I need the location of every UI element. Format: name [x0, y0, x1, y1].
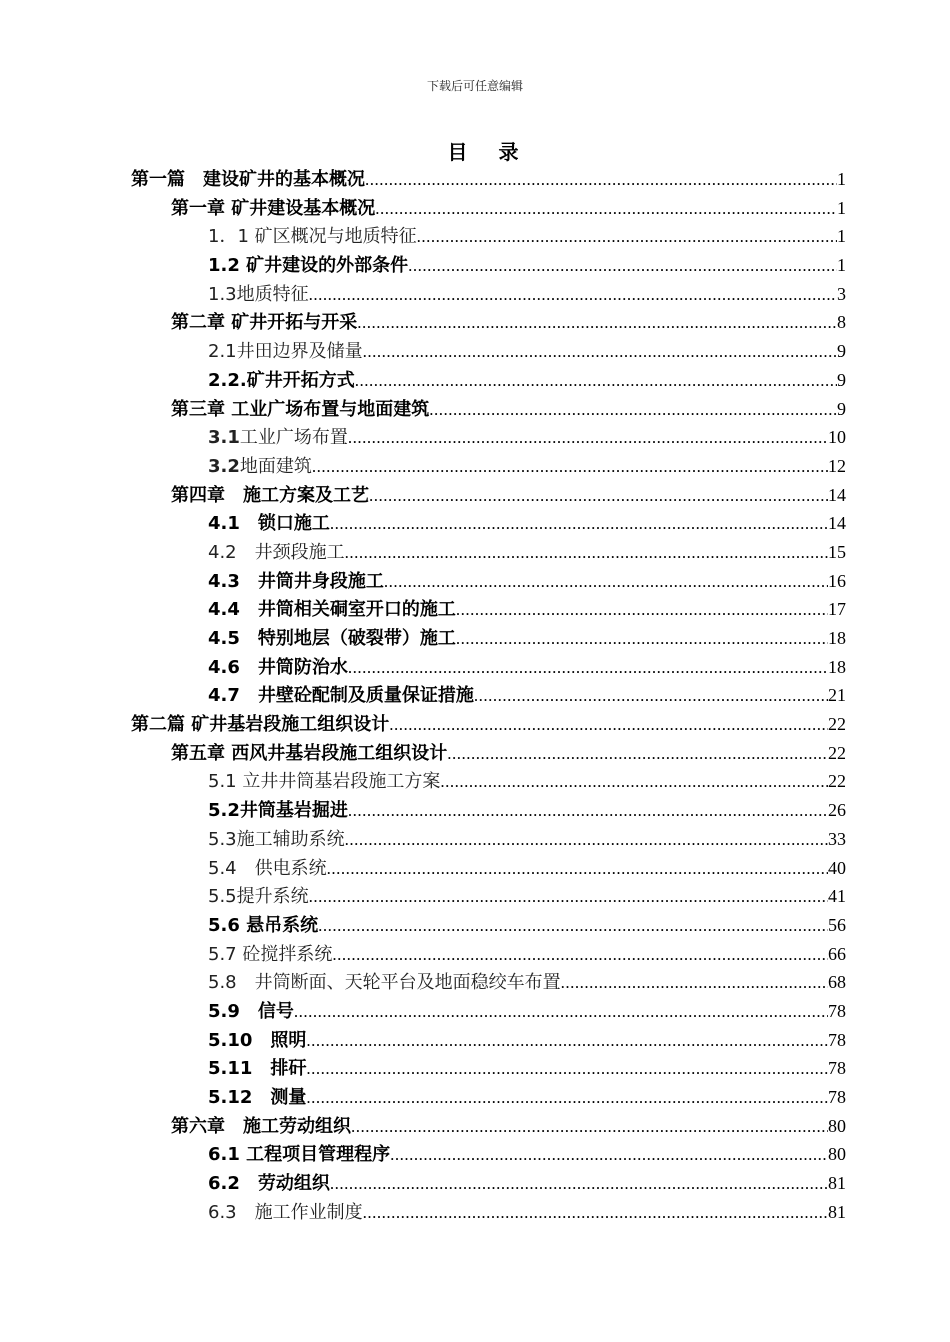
toc-entry-number: 3.1 — [208, 427, 240, 449]
toc-entry-title: 3.2地面建筑 — [208, 455, 312, 477]
toc-entry-title: 5.8 井筒断面、天轮平台及地面稳绞车布置 — [208, 972, 561, 994]
toc-entry-page: 18 — [828, 628, 846, 648]
toc-entry-page: 8 — [837, 312, 846, 333]
toc-leader-dots — [389, 711, 828, 739]
toc-leader-dots — [355, 367, 837, 395]
toc-leader-dots — [365, 166, 837, 194]
toc-leader-dots — [357, 309, 837, 337]
toc-leader-dots — [351, 1113, 828, 1141]
toc-entry-title: 2.2.矿井开拓方式 — [208, 369, 355, 391]
toc-entry-page: 17 — [828, 599, 846, 620]
toc-entry-title: 3.1工业广场布置 — [208, 427, 348, 449]
toc-entry-title: 5.4 供电系统 — [208, 857, 327, 879]
toc-entry-page: 40 — [828, 857, 846, 878]
toc-leader-dots — [375, 195, 837, 223]
toc-entry-page: 1 — [837, 197, 846, 218]
toc-entry-title: 5.2井筒基岩掘进 — [208, 800, 348, 822]
page-header: 下载后可任意编辑 — [426, 79, 523, 93]
toc-entry-page: 21 — [828, 685, 846, 706]
toc-entry-page: 78 — [828, 1029, 846, 1050]
toc-entry-title: 第四章 施工方案及工艺 — [171, 484, 369, 506]
toc-entry-page: 56 — [828, 914, 846, 935]
toc-entry[interactable] — [0, 796, 950, 825]
toc-leader-dots — [309, 281, 837, 309]
toc-leader-dots — [348, 654, 828, 682]
toc-entry-title: 5.11 排矸 — [208, 1058, 307, 1080]
toc-entry-title: 5.9 信号 — [208, 1000, 294, 1022]
toc-entry[interactable] — [0, 968, 950, 997]
toc-leader-dots — [306, 1027, 828, 1055]
toc-entry[interactable] — [0, 854, 950, 883]
toc-leader-dots — [327, 855, 828, 883]
toc-entry-title: 第二篇 矿井基岩段施工组织设计 — [131, 714, 390, 736]
toc-leader-dots — [408, 252, 837, 280]
toc-leader-dots — [369, 482, 828, 510]
toc-entry[interactable] — [0, 739, 950, 768]
toc-entry-page: 10 — [828, 427, 846, 448]
toc-entry-page: 22 — [828, 714, 846, 735]
toc-entry-title: 第二章 矿井开拓与开采 — [171, 312, 358, 334]
toc-entry[interactable] — [0, 395, 950, 424]
toc-leader-dots — [384, 568, 828, 596]
toc-entry[interactable] — [0, 1026, 950, 1055]
toc-entry[interactable] — [0, 1169, 950, 1198]
toc-entry-title: 5.5提升系统 — [208, 886, 309, 908]
toc-leader-dots — [345, 826, 828, 854]
toc-entry[interactable] — [0, 337, 950, 366]
toc-entry-page: 22 — [828, 771, 846, 792]
toc-entry-title: 2.1井田边界及储量 — [208, 341, 363, 363]
toc-leader-dots — [348, 424, 828, 452]
toc-entry[interactable] — [0, 624, 950, 653]
toc-entry[interactable] — [0, 452, 950, 481]
toc-entry-page: 9 — [837, 398, 846, 419]
toc-entry-title: 5.10 照明 — [208, 1029, 307, 1051]
toc-entry-page: 14 — [828, 513, 846, 534]
toc-entry[interactable] — [0, 366, 950, 395]
toc-leader-dots — [429, 396, 837, 424]
toc-entry-title: 4.2 井颈段施工 — [208, 541, 345, 563]
toc-entry-title: 4.5 特别地层（破裂带）施工 — [208, 628, 456, 649]
toc-leader-dots — [318, 912, 828, 940]
toc-entry-title: 4.4 井筒相关硐室开口的施工 — [208, 599, 456, 621]
toc-entry-title: 第三章 工业广场布置与地面建筑 — [171, 398, 430, 420]
toc-entry-page: 80 — [828, 1115, 846, 1136]
toc-entry[interactable] — [0, 280, 950, 309]
toc-entry[interactable] — [0, 567, 950, 596]
toc-leader-dots — [456, 596, 828, 624]
toc-entry-page: 68 — [828, 972, 846, 993]
toc-entry-page: 41 — [828, 886, 846, 907]
toc-entry-page: 78 — [828, 1087, 846, 1107]
toc-entry[interactable] — [0, 194, 950, 223]
toc-entry[interactable] — [0, 710, 950, 739]
toc-entry-page: 78 — [828, 1000, 846, 1021]
toc-leader-dots — [456, 625, 828, 653]
toc-entry-title: 6.3 施工作业制度 — [208, 1201, 363, 1223]
toc-entry[interactable] — [0, 825, 950, 854]
toc-entry-title: 1.3地质特征 — [208, 283, 309, 305]
toc-entry-page: 1 — [837, 169, 846, 189]
toc-entry-page: 16 — [828, 570, 846, 591]
toc-entry-page: 14 — [828, 484, 846, 505]
toc-entry-page: 12 — [828, 455, 846, 476]
toc-entry-page: 18 — [828, 656, 846, 677]
toc-entry-page: 22 — [828, 742, 846, 763]
toc-leader-dots — [309, 883, 828, 911]
toc-entry-title: 6.1 工程项目管理程序 — [208, 1144, 391, 1166]
toc-entry-title: 1.2 矿井建设的外部条件 — [208, 255, 409, 277]
toc-entry-title: 5.7 砼搅拌系统 — [208, 943, 333, 965]
toc-entry[interactable] — [0, 1140, 950, 1169]
toc-entry-title: 5.3施工辅助系统 — [208, 828, 345, 850]
toc-leader-dots — [306, 1084, 828, 1112]
toc-entry[interactable] — [0, 165, 950, 194]
toc-entry-title: 第六章 施工劳动组织 — [171, 1115, 351, 1137]
toc-entry[interactable] — [0, 911, 950, 940]
toc-entry-title: 第五章 西风井基岩段施工组织设计 — [171, 742, 448, 764]
toc-entry[interactable] — [0, 681, 950, 710]
toc-leader-dots — [348, 797, 828, 825]
toc-entry[interactable] — [0, 251, 950, 280]
toc-leader-dots — [440, 768, 828, 796]
table-of-contents — [0, 165, 950, 1226]
toc-entry-number: 3.2 — [208, 455, 240, 477]
toc-entry[interactable] — [0, 997, 950, 1026]
toc-leader-dots — [363, 1199, 828, 1227]
toc-entry-title: 第一篇 建设矿井的基本概况 — [131, 169, 365, 190]
toc-entry-title: 5.12 测量 — [208, 1087, 307, 1108]
toc-leader-dots — [474, 682, 828, 710]
toc-entry-page: 9 — [837, 341, 846, 362]
toc-entry-page: 66 — [828, 943, 846, 964]
toc-entry[interactable] — [0, 1198, 950, 1227]
toc-entry[interactable] — [0, 940, 950, 969]
toc-entry-title: 4.3 井筒井身段施工 — [208, 570, 384, 592]
toc-entry[interactable] — [0, 653, 950, 682]
toc-entry[interactable] — [0, 538, 950, 567]
toc-leader-dots — [447, 740, 828, 768]
toc-leader-dots — [390, 1141, 828, 1169]
toc-leader-dots — [312, 453, 828, 481]
toc-entry-title: 4.1 锁口施工 — [208, 513, 330, 535]
toc-entry-page: 33 — [828, 828, 846, 849]
toc-title: 目 录 — [447, 140, 531, 164]
toc-entry-title: 1．1 矿区概况与地质特征 — [208, 226, 417, 248]
toc-leader-dots — [306, 1055, 828, 1083]
toc-entry-page: 15 — [828, 541, 846, 562]
toc-entry-title: 5.6 悬吊系统 — [208, 914, 319, 936]
toc-entry[interactable] — [0, 222, 950, 251]
toc-entry[interactable] — [0, 767, 950, 796]
toc-entry-page: 9 — [837, 369, 846, 390]
toc-leader-dots — [294, 998, 828, 1026]
toc-entry[interactable] — [0, 308, 950, 337]
toc-entry-title: 5.1 立井井筒基岩段施工方案 — [208, 771, 441, 793]
toc-entry[interactable] — [0, 423, 950, 452]
toc-entry-page: 80 — [828, 1144, 846, 1165]
toc-entry-page: 1 — [837, 255, 846, 276]
toc-entry-title: 第一章 矿井建设基本概况 — [171, 197, 376, 219]
toc-entry-page: 78 — [828, 1058, 846, 1079]
toc-leader-dots — [345, 539, 828, 567]
toc-leader-dots — [330, 510, 828, 538]
toc-entry[interactable] — [0, 1054, 950, 1083]
toc-entry-title: 6.2 劳动组织 — [208, 1173, 330, 1195]
toc-entry-page: 81 — [828, 1201, 846, 1222]
toc-entry-title: 4.6 井筒防治水 — [208, 656, 348, 678]
toc-entry-page: 26 — [828, 800, 846, 821]
toc-entry-title: 4.7 井壁砼配制及质量保证措施 — [208, 685, 474, 707]
toc-leader-dots — [330, 1170, 828, 1198]
toc-entry[interactable] — [0, 509, 950, 538]
toc-entry[interactable] — [0, 481, 950, 510]
toc-leader-dots — [363, 338, 837, 366]
toc-entry[interactable] — [0, 1112, 950, 1141]
toc-entry-page: 3 — [837, 283, 846, 304]
toc-leader-dots — [417, 223, 837, 251]
toc-leader-dots — [332, 941, 828, 969]
toc-entry[interactable] — [0, 882, 950, 911]
toc-entry-page: 1 — [837, 226, 846, 247]
toc-leader-dots — [561, 969, 828, 997]
toc-entry[interactable] — [0, 1083, 950, 1112]
toc-entry[interactable] — [0, 595, 950, 624]
toc-entry-page: 81 — [828, 1173, 846, 1194]
